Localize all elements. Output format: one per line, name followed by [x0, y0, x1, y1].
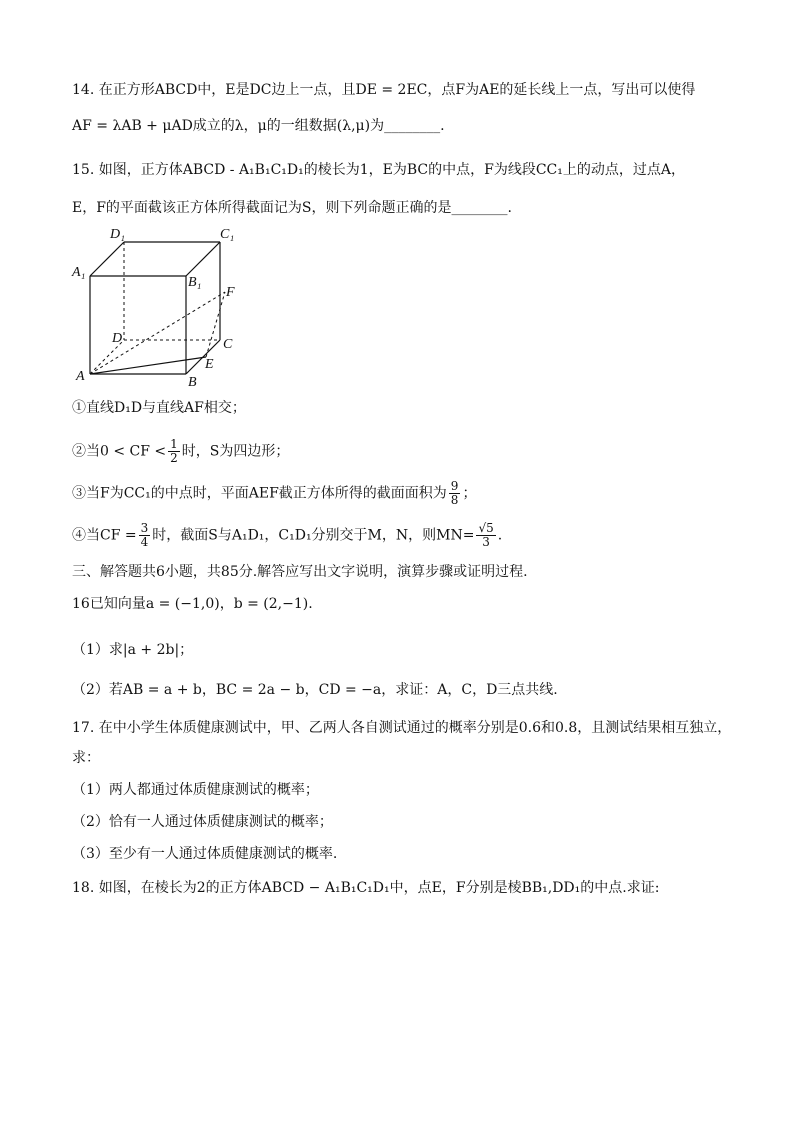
q17-line1: 17. 在中小学生体质健康测试中，甲、乙两人各自测试通过的概率分别是0.6和0.8，且测试结果相互独立， — [72, 720, 732, 736]
q15-option-3: ③当F为CC₁的中点时，平面AEF截正方体所得的截面面积为 $\frac{9}{8}$ ； — [72, 479, 477, 507]
q17-part-3: （3）至少有一人通过体质健康测试的概率. — [72, 846, 338, 862]
edge-a1d1 — [90, 242, 124, 276]
q16-stem: 16已知向量a = (−1,0)，b = (2,−1). — [72, 596, 313, 612]
q15-option-4: ④当CF = $\frac{3}{4}$ 时，截面S与A₁D₁，C₁D₁分别交于M，N，则MN= $\frac{√5}{3}$ . — [72, 521, 503, 549]
label-d1: D₁ — [110, 227, 125, 242]
cube-figure — [68, 222, 248, 392]
q16-part-1: （1）求|a + 2b|； — [72, 642, 194, 658]
q15-option-2: ②当0 < CF < $\frac{1}{2}$ 时，S为四边形； — [72, 437, 290, 465]
q15-line2: E，F的平面截该正方体所得截面记为S，则下列命题正确的是________. — [72, 200, 512, 216]
q17-line2: 求： — [72, 750, 100, 766]
label-c1: C₁ — [220, 227, 235, 242]
q18-line1: 18. 如图，在棱长为2的正方体ABCD − A₁B₁C₁D₁中，点E，F分别是棱BB₁,DD₁的中点.求证: — [72, 880, 660, 896]
q14-line2: AF = λAB + μAD成立的λ，μ的一组数据(λ,μ)为________. — [72, 118, 445, 134]
q15-option-1: ①直线D₁D与直线AF相交； — [72, 400, 246, 416]
q17-part-1: （1）两人都通过体质健康测试的概率； — [72, 782, 319, 798]
section-3-heading: 三、解答题共6小题，共85分.解答应写出文字说明，演算步骤或证明过程. — [72, 564, 528, 580]
label-a: A — [76, 369, 85, 384]
q17-part-2: （2）恰有一人通过体质健康测试的概率； — [72, 814, 333, 830]
q15-line1: 15. 如图，正方体ABCD - A₁B₁C₁D₁的棱长为1，E为BC的中点，F为线段CC₁上的动点，过点A， — [72, 162, 685, 178]
label-d: D — [112, 331, 123, 346]
label-e: E — [205, 357, 214, 372]
edge-b1c1 — [186, 242, 220, 276]
q16-part-2: （2）若AB = a + b，BC = 2a − b，CD = −a，求证：A，C，D三点共线. — [72, 682, 558, 698]
label-b1: B₁ — [188, 275, 202, 290]
label-b: B — [188, 375, 197, 390]
q14-line1: 14. 在正方形ABCD中，E是DC边上一点，且DE = 2EC，点F为AE的延长线上一点，写出可以使得 — [72, 82, 696, 98]
label-f: F — [226, 285, 235, 300]
label-a1: A₁ — [72, 265, 86, 280]
label-c: C — [223, 337, 233, 352]
